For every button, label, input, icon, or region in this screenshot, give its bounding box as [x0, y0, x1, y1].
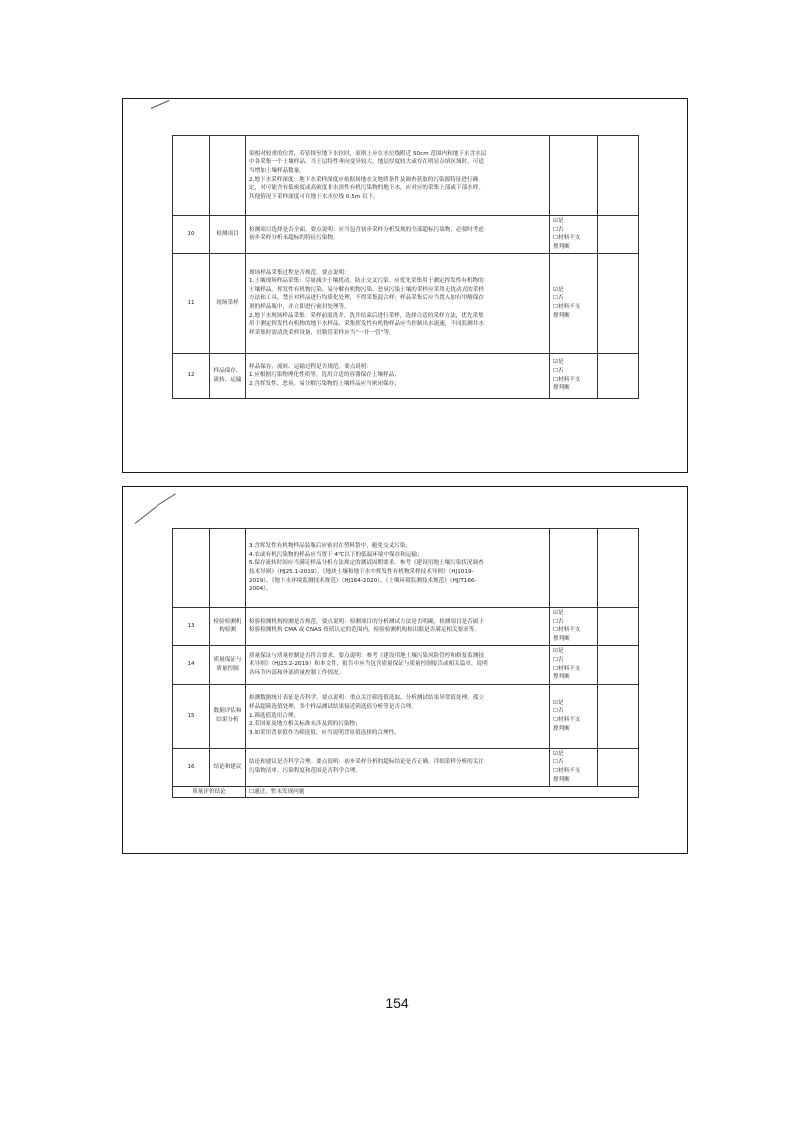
review-item: 结论和建议 — [210, 748, 246, 786]
evaluation-result — [550, 645, 598, 684]
content-line: 定，对可能含有低密度或高密度非水溶性有机污染物的地下水，应对应的采集上部或下部水样。 — [249, 185, 484, 192]
content-line: 方法和工具，禁止对样品进行均质化处理，不得采集混合样；样品采集后应当置入加有甲醇保存 — [249, 295, 484, 302]
review-table-1 — [172, 135, 639, 399]
no-checkbox: ☐否 — [553, 656, 564, 663]
table-row — [173, 353, 639, 398]
table-footer-row — [173, 786, 639, 798]
no-checkbox: ☐否 — [553, 618, 564, 625]
review-item — [210, 136, 246, 216]
content-line: 2004）。 — [249, 586, 272, 593]
review-item: 质量保证与质量控制 — [210, 645, 246, 684]
evaluation-result — [550, 684, 598, 748]
row-number — [173, 136, 210, 216]
unsupported-label: 撑判断 — [553, 243, 570, 250]
review-content — [246, 136, 550, 216]
content-line: 检测项目选择是否全面。要点说明：应当包含初步采样分析发现的全部超标污染物，必要时考虑 — [249, 226, 484, 233]
content-line: 样品超筛选值处理、多个样品测试结果接近筛选值分析等是否合理。 — [249, 704, 417, 711]
evaluation-result — [550, 529, 598, 608]
unsupported-label: 撑判断 — [553, 725, 570, 732]
scanned-page-1 — [122, 98, 688, 473]
review-content — [246, 253, 550, 353]
table-row — [173, 645, 639, 684]
remark-cell — [598, 748, 639, 786]
table-row — [173, 684, 639, 748]
content-line: 现场样品采集过程是否规范。要点说明： — [249, 269, 350, 276]
yes-checkbox: ☑是 — [553, 648, 564, 655]
content-line: 2.地下水现场样品采集：采样前需洗井、洗井结束后进行采样，选择合适的采样方法，优先采集 — [249, 312, 484, 319]
unsupported-label: 撑判断 — [553, 776, 570, 783]
remark-cell — [598, 353, 639, 398]
content-line: 土壤样品。挥发性有机物污染、易分解有机物污染、恶臭污染土壤的采样应采用无扰动式的采样 — [249, 286, 484, 293]
content-line: 各环节内部和外部质量控制工作情况。 — [249, 669, 345, 676]
review-content — [246, 645, 550, 684]
content-line: 污染物清单、污染程度和范围是否科学合理。 — [249, 768, 361, 775]
content-line: 技术导则》（HJ25.1-2019）、《地块土壤和地下水中挥发性有机物采样技术导则》（HJ1019- — [249, 569, 474, 575]
scanned-page-2 — [122, 486, 688, 854]
review-content — [246, 216, 550, 254]
row-number: 10 — [173, 216, 210, 254]
table-row — [173, 748, 639, 786]
content-line: 3.含挥发性有机物样品装瓶后应密封在塑料袋中，避免交叉污染； — [249, 543, 411, 550]
content-line: 1.应根据污染物理化性质等，选用合适的容器保存土壤样品； — [249, 372, 400, 379]
remark-cell — [598, 253, 639, 353]
content-line: 质量保证与质量控制是否符合要求。要点说明：参考《建设用地土壤污染风险管控和修复监测技 — [249, 652, 484, 659]
content-line: 2.若国家及地方相关标准未涉及到的污染物； — [249, 721, 361, 728]
unsupported-checkbox: ☐材料不支 — [553, 717, 581, 724]
content-line: 术导则》（HJ25.2-2019）和本文件，报告中应当包含质量保证与质量控制报告或相关篇章，说明 — [249, 661, 488, 668]
review-item: 检测项目 — [210, 216, 246, 254]
row-number: 15 — [173, 684, 210, 748]
conclusion-value: ☐通过，暂未发现问题 — [246, 786, 639, 798]
unsupported-checkbox: ☐材料不支 — [553, 768, 581, 775]
unsupported-label: 撑判断 — [553, 674, 570, 681]
review-content — [246, 353, 550, 398]
conclusion-label: 质量评价结论 — [173, 786, 246, 798]
no-checkbox: ☐否 — [553, 708, 564, 715]
unsupported-checkbox: ☐材料不支 — [553, 304, 581, 311]
content-line: 5.保存流转时间应当满足样品分析方法规定的测试周期要求。参考《建设用地土壤污染状况调查 — [249, 560, 484, 567]
pen-mark — [157, 493, 176, 506]
content-line: 2.含挥发性、恶臭、易分解污染物的土壤样品应当密闭保存； — [249, 380, 400, 387]
pen-mark — [151, 100, 170, 109]
no-checkbox: ☐否 — [553, 226, 564, 233]
content-line: 2.地下水采样深度：地下水采样深度应依据场地水文地质条件及调查获取的污染源特征进行确 — [249, 176, 479, 183]
unsupported-checkbox: ☐材料不支 — [553, 665, 581, 672]
row-number: 16 — [173, 748, 210, 786]
content-line: 2019）、《地下水环境监测技术规范》（HJ164-2020）、《土壤环境监测技术规范》（HJ/T166- — [249, 577, 477, 584]
content-line: 检测数据统计表征是否科学。要点说明：重点关注筛选值选取、分析测试结果异常值处理、孤立 — [249, 695, 484, 702]
content-line: 4.农或有机污染物的样品应当置于 4℃以下的低温环境中保存和运输； — [249, 551, 423, 558]
unsupported-checkbox: ☐材料不支 — [553, 627, 581, 634]
content-line: 用于测定挥发性有机物的地下水样品，采集挥发性有机物样品应当控制出水流速，不同监测井水 — [249, 321, 484, 328]
content-line: 其他情况下采样深度可在地下水水位线 0.5m 以下。 — [249, 193, 379, 200]
review-content — [246, 529, 550, 608]
unsupported-checkbox: ☐材料不支 — [553, 235, 581, 242]
yes-checkbox: ☑是 — [553, 218, 564, 224]
content-line: 当增加土壤样品数量。 — [249, 167, 305, 174]
table-row — [173, 608, 639, 646]
content-line: 样采集时需清洗采样设备，贝勒管采样应当“一井一管”等。 — [249, 330, 395, 337]
row-number: 11 — [173, 253, 210, 353]
evaluation-result — [550, 253, 598, 353]
yes-checkbox: ☑是 — [553, 610, 564, 616]
remark-cell — [598, 216, 639, 254]
content-line: 结论和建议是否科学合理。要点说明：初步采样分析的超标结论是否正确，详细采样分析的关注 — [249, 759, 484, 766]
row-number: 13 — [173, 608, 210, 646]
remark-cell — [598, 645, 639, 684]
content-line: 初步采样分析未超标的特征污染物。 — [249, 235, 339, 242]
review-content — [246, 608, 550, 646]
no-checkbox: ☐否 — [553, 759, 564, 766]
pen-mark — [135, 506, 158, 524]
unsupported-label: 撑判断 — [553, 635, 570, 642]
evaluation-result — [550, 748, 598, 786]
content-line: 1.土壤现场样品采集：尽量减少土壤扰动，防止交叉污染。应优先采集用于测定挥发性有机物的 — [249, 278, 484, 285]
unsupported-label: 撑判断 — [553, 385, 570, 392]
review-item: 样品保存、流转、运输 — [210, 353, 246, 398]
yes-checkbox: ☑是 — [553, 286, 564, 293]
row-number: 12 — [173, 353, 210, 398]
remark-cell — [598, 136, 639, 216]
content-line: 样品保存、流转、运输过程是否规范。要点说明： — [249, 363, 373, 370]
content-line: 1.筛选值选用合理； — [249, 712, 300, 719]
unsupported-checkbox: ☐材料不支 — [553, 376, 581, 383]
yes-checkbox: ☑是 — [553, 699, 564, 706]
review-item — [210, 529, 246, 608]
review-content — [246, 748, 550, 786]
content-line: 染相对较重的位置，若钻探至地下水位时，原则上应在水位线附近 50cm 范围内和地下水含水层 — [249, 150, 487, 157]
page-number: 154 — [385, 995, 409, 1011]
table-row — [173, 253, 639, 353]
remark-cell — [598, 684, 639, 748]
evaluation-result — [550, 608, 598, 646]
review-item: 数据评估和结果分析 — [210, 684, 246, 748]
table-row — [173, 529, 639, 608]
content-line: 3.如采用背景值作为筛选值，应当说明背景值选择的合理性。 — [249, 730, 400, 737]
row-number: 14 — [173, 645, 210, 684]
table-row — [173, 216, 639, 254]
remark-cell — [598, 608, 639, 646]
evaluation-result — [550, 216, 598, 254]
content-line: 检验检测机构检测是否规范。要点说明：检测项目的分析测试方法是否明确，检测项目是否属于 — [249, 618, 484, 625]
review-content — [246, 684, 550, 748]
remark-cell — [598, 529, 639, 608]
evaluation-result — [550, 136, 598, 216]
content-line: 剂的样品瓶中，并立即进行密封处理等。 — [249, 304, 350, 311]
yes-checkbox: ☑是 — [553, 750, 564, 757]
review-item: 检验检测机构检测 — [210, 608, 246, 646]
evaluation-result — [550, 353, 598, 398]
table-row — [173, 136, 639, 216]
unsupported-label: 撑判断 — [553, 312, 570, 319]
review-item: 现场采样 — [210, 253, 246, 353]
no-checkbox: ☐否 — [553, 367, 564, 374]
yes-checkbox: ☑是 — [553, 359, 564, 366]
content-line: 中各采集一个土壤样品。当土层特性垂向变异较大、地层厚度较大或存在明显杂填区域时，可适 — [249, 159, 484, 166]
content-line: 检验检测机构 CMA 或 CNAS 资质认定的范围内，检验检测机构检出限是否满足相关要求等。 — [249, 627, 480, 634]
row-number — [173, 529, 210, 608]
no-checkbox: ☐否 — [553, 295, 564, 302]
review-table-2 — [172, 528, 639, 798]
